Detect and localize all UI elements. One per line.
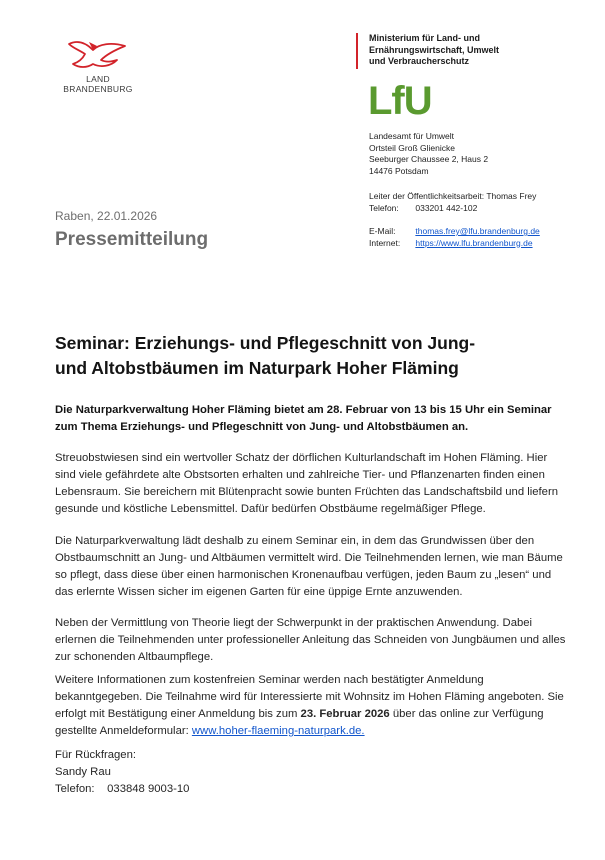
contact-phone-row bbox=[369, 203, 536, 215]
lead-paragraph: Die Naturparkverwaltung Hoher Fläming bietet am 28. Februar von 13 bis 15 Uhr ein Seminar zum Thema Erziehungs- und Pflegeschnitt von Jung- und Altobstbäumen an. bbox=[55, 404, 552, 433]
address-line-1: Landesamt für Umwelt bbox=[369, 131, 455, 141]
eagle-icon bbox=[63, 36, 133, 74]
press-headline bbox=[55, 331, 565, 381]
lfu-logo bbox=[368, 80, 446, 125]
closing-phone-row bbox=[55, 781, 189, 798]
contact-closing bbox=[55, 747, 189, 798]
headline-line-1: Seminar: Erziehungs- und Pflegeschnitt von Jung- bbox=[55, 333, 476, 353]
ministry-line-3: und Verbraucherschutz bbox=[369, 56, 470, 66]
body-paragraph-1: Streuobstwiesen sind ein wertvoller Schatz der dörflichen Kulturlandschaft im Hohen Fläming. Hier sind viele gefährdete alte Obstsorten erhalten und zahlreiche Tier- und Pflanzenarten finden einen Lebensraum. Sie bereichern mit Blütenpracht sowie bunten Früchten das Landschaftsbild und liefern gesunde und köstliche Lebensmittel. Dafür bedürfen Obstbäume regelmäßiger Pflege. bbox=[55, 452, 559, 515]
ministry-divider bbox=[356, 33, 358, 69]
email-label: E-Mail: bbox=[369, 226, 396, 236]
logo-line-land: LAND bbox=[86, 74, 110, 84]
contact-block bbox=[369, 191, 536, 214]
closing-label: Für Rückfragen: bbox=[55, 749, 136, 761]
closing-phone-value: 033848 9003-10 bbox=[107, 783, 190, 795]
email-row bbox=[369, 226, 540, 238]
closing-phone-label: Telefon: bbox=[55, 783, 95, 795]
ministry-line-1: Ministerium für Land- und bbox=[369, 33, 480, 43]
address-line-4: 14476 Potsdam bbox=[369, 165, 429, 176]
ministry-line-2: Ernährungswirtschaft, Umwelt bbox=[369, 44, 500, 55]
internet-link[interactable]: https://www.lfu.brandenburg.de bbox=[415, 237, 533, 248]
paragraph-4-text-a: Weitere Informationen zum kostenfreien Seminar werden nach bestätigter Anmeldung bekanntgegeben. Die Teilnahme wird für Interessierte mit Wohnsitz im Hohen Fläming angeboten. Sie erfolgt mit Bestätigung einer Anmeldung bis zum bbox=[55, 674, 564, 720]
internet-label: Internet: bbox=[369, 237, 401, 248]
email-link[interactable]: thomas.frey@lfu.brandenburg.de bbox=[415, 226, 540, 236]
body-paragraph-3: Neben der Vermittlung von Theorie liegt der Schwerpunkt in der praktischen Anwendung. Dabei erlernen die Teilnehmenden unter professioneller Anleitung das Schneiden von Jungbäumen und alles zur schonenden Altbaumpflege. bbox=[55, 617, 566, 663]
phone-label: Telefon: bbox=[369, 202, 399, 213]
paragraph-4-text-b: über das online zur Verfügung gestellte Anmeldeformular: bbox=[55, 708, 544, 737]
web-contact-block bbox=[369, 226, 540, 249]
headline-line-2: und Altobstbäumen im Naturpark Hoher Fläming bbox=[55, 358, 459, 378]
brandenburg-logo bbox=[55, 36, 145, 98]
ministry-name bbox=[369, 33, 499, 68]
address-line-2: Ortsteil Groß Glienicke bbox=[369, 142, 455, 153]
logo-line-brandenburg: BRANDENBURG bbox=[63, 84, 133, 94]
place-date: Raben, 22.01.2026 bbox=[55, 209, 158, 223]
address-line-3: Seeburger Chaussee 2, Haus 2 bbox=[369, 154, 489, 164]
body-paragraph-2: Die Naturparkverwaltung lädt deshalb zu einem Seminar ein, in dem das Grundwissen über den Obstbaumschnitt an Jung- und Altbäumen vermittelt wird. Die Teilnehmenden lernen, wie man Bäume so pflegt, dass diese über einen harmonischen Kronenaufbau verfügen, jeden Baum zu „lesen“ und das erlernte Wissen sicher im eigenen Garten für eine üppige Ernte anzuwenden. bbox=[55, 535, 563, 598]
address-block bbox=[369, 131, 488, 177]
internet-row bbox=[369, 238, 540, 250]
document-type: Pressemitteilung bbox=[55, 229, 209, 250]
contact-head: Leiter der Öffentlichkeitsarbeit: Thomas Frey bbox=[369, 191, 537, 201]
phone-value: 033201 442-102 bbox=[415, 202, 478, 213]
closing-name: Sandy Rau bbox=[55, 766, 111, 778]
registration-link[interactable]: www.hoher-flaeming-naturpark.de. bbox=[191, 725, 365, 737]
lfu-logo-mark bbox=[368, 80, 446, 120]
body-paragraph-4 bbox=[55, 672, 570, 740]
lfu-logo-text: LfU bbox=[368, 80, 432, 120]
registration-deadline: 23. Februar 2026 bbox=[300, 708, 390, 720]
